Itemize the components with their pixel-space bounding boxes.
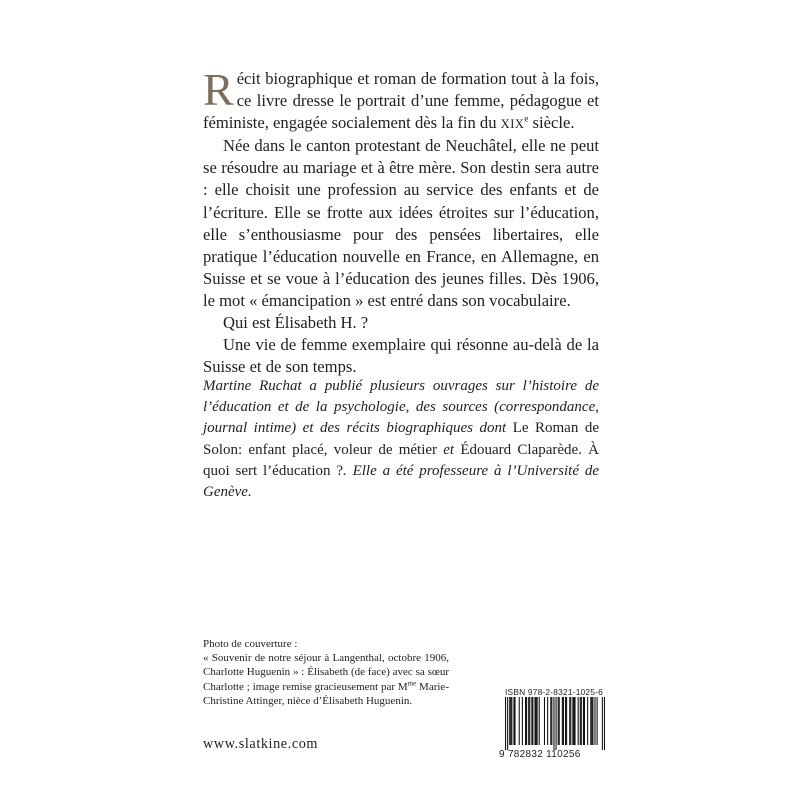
blurb-paragraph-4: Une vie de femme exemplaire qui résonne au-delà de la Suisse et de son temps. xyxy=(203,335,599,377)
mme-superscript: me xyxy=(407,678,417,687)
barcode-bar xyxy=(544,697,545,745)
barcode-bar xyxy=(511,697,512,745)
book-subtitle: : enfant placé, voleur de métier xyxy=(238,441,438,458)
barcode-bar xyxy=(556,697,557,750)
barcode-bar xyxy=(559,697,560,745)
barcode-bar xyxy=(569,697,570,745)
barcode-bar xyxy=(574,697,575,745)
barcode-bar xyxy=(594,697,595,745)
barcode-bar xyxy=(565,697,566,745)
blurb-paragraph-3: Qui est Élisabeth H. ? xyxy=(223,313,369,333)
barcode-bar xyxy=(537,697,538,745)
barcode-bar xyxy=(510,697,511,745)
barcode-bar xyxy=(553,697,554,750)
drop-cap: R xyxy=(203,64,234,115)
barcode-bar xyxy=(562,697,563,745)
barcode-bar xyxy=(573,697,574,745)
credit-text-b: Marie-Christine Attinger, nièce d’Élisabeth Huguenin. xyxy=(203,680,449,707)
barcode-bar xyxy=(532,697,533,745)
bio-text: Martine Ruchat a publié plusieurs ouvrages sur l’histoire de l’éducation et de la psychologie, des sources (correspondance, journal intime) et des récits biographiques dont xyxy=(203,378,599,437)
blurb-paragraph-1 xyxy=(203,64,599,135)
barcode-bar xyxy=(551,697,552,745)
publisher-website[interactable]: www.slatkine.com xyxy=(203,736,319,752)
isbn-label: ISBN 978-2-8321-1025-6 xyxy=(505,687,603,697)
book-blurb xyxy=(203,64,599,378)
barcode-bar xyxy=(592,697,593,745)
barcode-bar xyxy=(514,697,515,745)
book-title-claparede: Édouard Claparède. À quoi sert l’éducation ? xyxy=(203,441,600,479)
blurb-text: siècle. xyxy=(528,113,575,133)
barcode-bar xyxy=(550,697,551,745)
barcode-bar xyxy=(529,697,530,745)
barcode-bar xyxy=(539,697,540,745)
credit-text-a: « Souvenir de notre séjour à Langenthal, octobre 1906, Charlotte Huguenin » : Élisabeth (de face) avec sa sœur Charlotte ; image remise gracieusement par M xyxy=(203,652,449,693)
barcode-bar xyxy=(580,697,581,745)
barcode-bar xyxy=(526,697,527,745)
barcode-bar xyxy=(578,697,579,745)
barcode-bar xyxy=(507,697,508,750)
barcode-bar xyxy=(513,697,514,745)
barcode-bar xyxy=(563,697,564,745)
barcode-bar xyxy=(531,697,532,745)
barcode-bar xyxy=(587,697,588,745)
barcode-icon xyxy=(505,697,605,750)
bio-text: et xyxy=(437,441,461,458)
barcode-bar xyxy=(522,697,523,745)
barcode-bar xyxy=(509,697,510,745)
barcode-bar xyxy=(558,697,559,745)
blurb-text: écit biographique et roman de formation tout à la fois, ce livre dresse le portrait d’une femme, pédagogue et féministe, engagée socialement dès la fin du xyxy=(203,69,599,133)
author-bio xyxy=(203,376,599,503)
barcode-bar xyxy=(591,697,592,745)
barcode-bar xyxy=(519,697,520,745)
century-superscript: e xyxy=(524,113,529,124)
barcode-bar xyxy=(566,697,567,745)
century-numeral: XIX xyxy=(500,117,525,132)
barcode-bar xyxy=(583,697,584,745)
bio-text: . Elle a été professeure à l’Université de Genève. xyxy=(203,462,599,501)
book-title-roman-de-solon: Le Roman de Solon xyxy=(203,420,600,458)
barcode-bar xyxy=(547,697,548,745)
photo-credit xyxy=(203,637,449,708)
barcode-digits: 9 782832 110256 xyxy=(499,749,581,760)
barcode-bar xyxy=(604,697,605,750)
photo-credit-text xyxy=(203,651,449,708)
barcode-bar xyxy=(584,697,585,745)
blurb-paragraph-2: Née dans le canton protestant de Neuchâtel, elle ne peut se résoudre au mariage et à être mère. Son destin sera autre : elle choisit une profession au service des enfants et de l’écriture. Elle se frotte aux idées étroites sur l’éducation, elle s’enthousiasme pour des pensées libertaires, elle pratique l’éducation nouvelle en France, en Allemagne, en Suisse et se voue à l’éducation des jeunes filles. Dès 1906, le mot « émancipation » est entré dans son vocabulaire. xyxy=(203,136,599,310)
barcode-bar xyxy=(570,697,571,745)
barcode-bar xyxy=(572,697,573,745)
barcode-bar xyxy=(597,697,598,745)
photo-credit-heading: Photo de couverture : xyxy=(203,638,298,650)
barcode-bar xyxy=(581,697,582,745)
barcode-bar xyxy=(536,697,537,745)
barcode-bar xyxy=(534,697,535,745)
barcode-bar xyxy=(528,697,529,745)
barcode-bar xyxy=(505,697,506,750)
barcode-bar xyxy=(590,697,591,745)
barcode-bar xyxy=(602,697,603,750)
isbn-barcode-block xyxy=(499,687,605,761)
barcode-bar xyxy=(525,697,526,745)
